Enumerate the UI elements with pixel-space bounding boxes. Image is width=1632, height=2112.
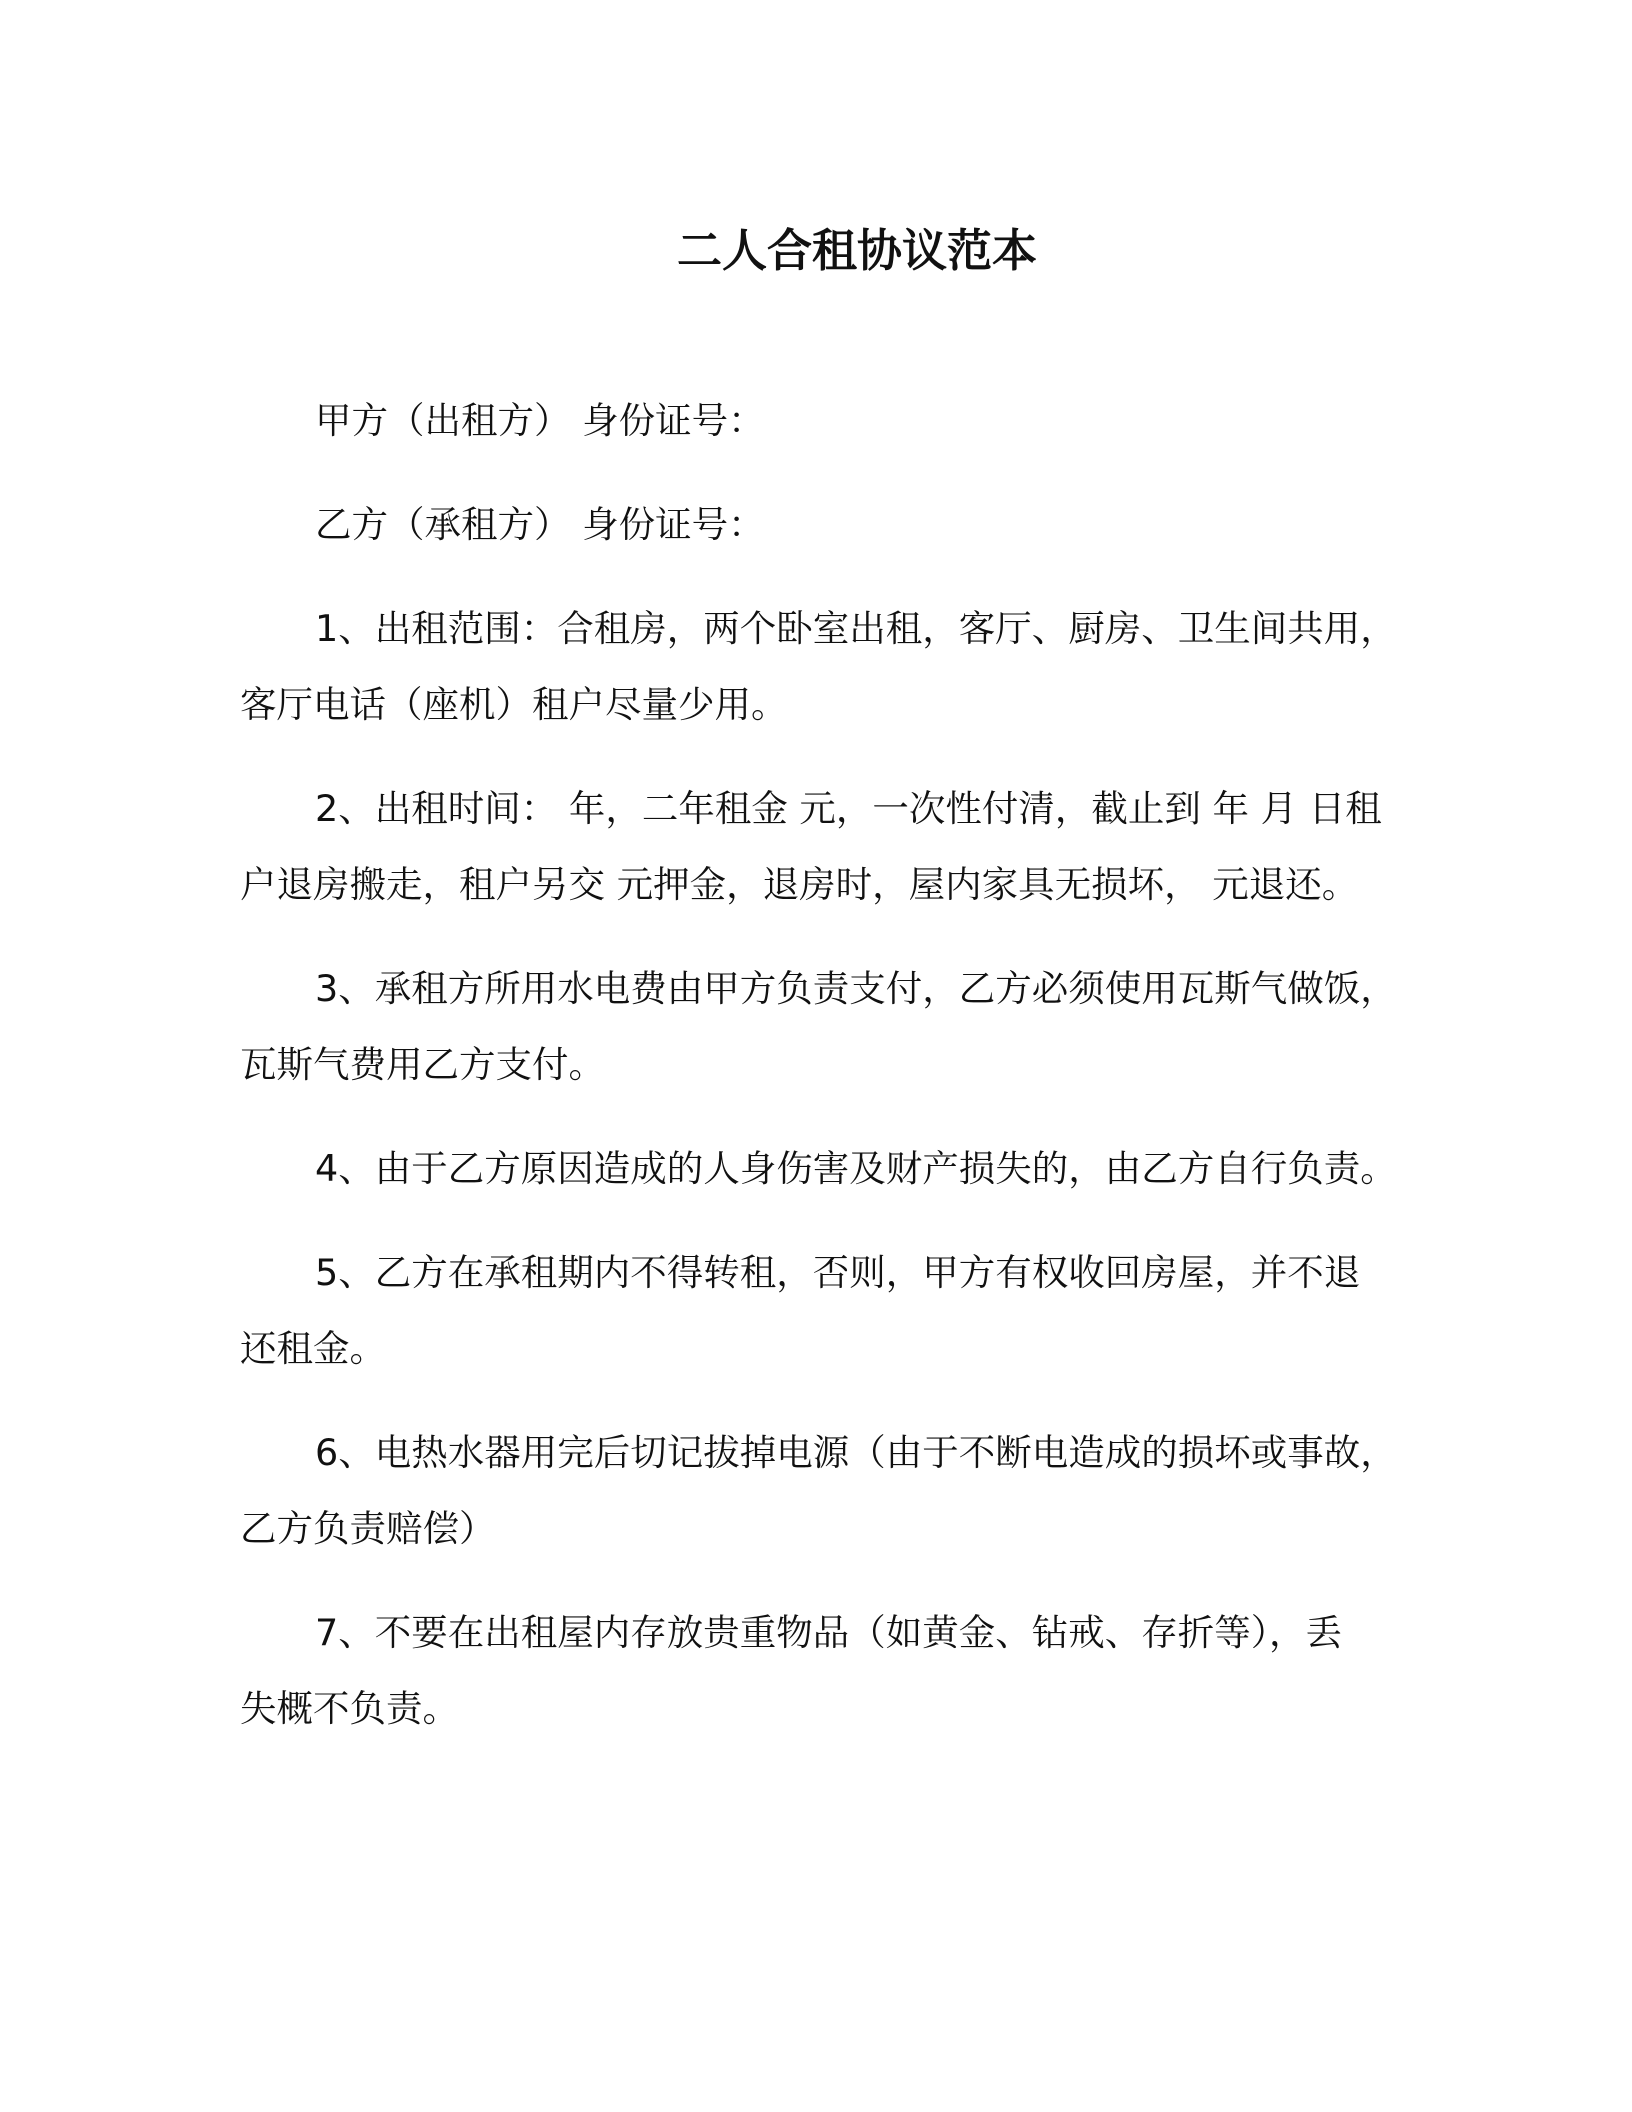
party-b-line: 乙方（承租方） 身份证号：: [315, 503, 765, 546]
clause-1: [240, 591, 1440, 743]
clause-4: [240, 1131, 1440, 1207]
clause-5: [240, 1235, 1440, 1387]
party-a-paragraph: [240, 383, 1440, 459]
party-b-paragraph: [240, 487, 1440, 563]
clause-5-line-2: 还租金。: [240, 1327, 386, 1370]
clause-5-line-1: 5、乙方在承租期内不得转租，否则，甲方有权收回房屋，并不退: [315, 1251, 1361, 1294]
clause-3-line-1: 3、承租方所用水电费由甲方负责支付，乙方必须使用瓦斯气做饭，: [315, 967, 1397, 1010]
clause-6-line-2: 乙方负责赔偿）: [240, 1507, 496, 1550]
party-a-line: 甲方（出租方） 身份证号：: [315, 399, 765, 442]
clause-3: [240, 951, 1440, 1103]
clause-2: [240, 771, 1440, 923]
clause-4-line-1: 4、由于乙方原因造成的人身伤害及财产损失的，由乙方自行负责。: [315, 1147, 1397, 1190]
clause-7-line-1: 7、不要在出租屋内存放贵重物品（如黄金、钻戒、存折等），丢: [315, 1611, 1342, 1654]
document-title: 二人合租协议范本: [677, 224, 1038, 277]
clause-1-line-1: 1、出租范围：合租房，两个卧室出租，客厅、厨房、卫生间共用，: [315, 607, 1397, 650]
clause-6-line-1: 6、电热水器用完后切记拔掉电源（由于不断电造成的损坏或事故，: [315, 1431, 1397, 1474]
document-body: [240, 383, 1440, 1775]
clause-2-line-1: 2、出租时间： 年，二年租金 元，一次性付清，截止到 年 月 日租: [315, 787, 1382, 830]
clause-6: [240, 1415, 1440, 1567]
clause-1-line-2: 客厅电话（座机）租户尽量少用。: [240, 683, 788, 726]
clause-3-line-2: 瓦斯气费用乙方支付。: [240, 1043, 605, 1086]
clause-7: [240, 1595, 1440, 1747]
clause-2-line-2: 户退房搬走，租户另交 元押金，退房时，屋内家具无损坏， 元退还。: [240, 863, 1359, 906]
clause-7-line-2: 失概不负责。: [240, 1687, 459, 1730]
